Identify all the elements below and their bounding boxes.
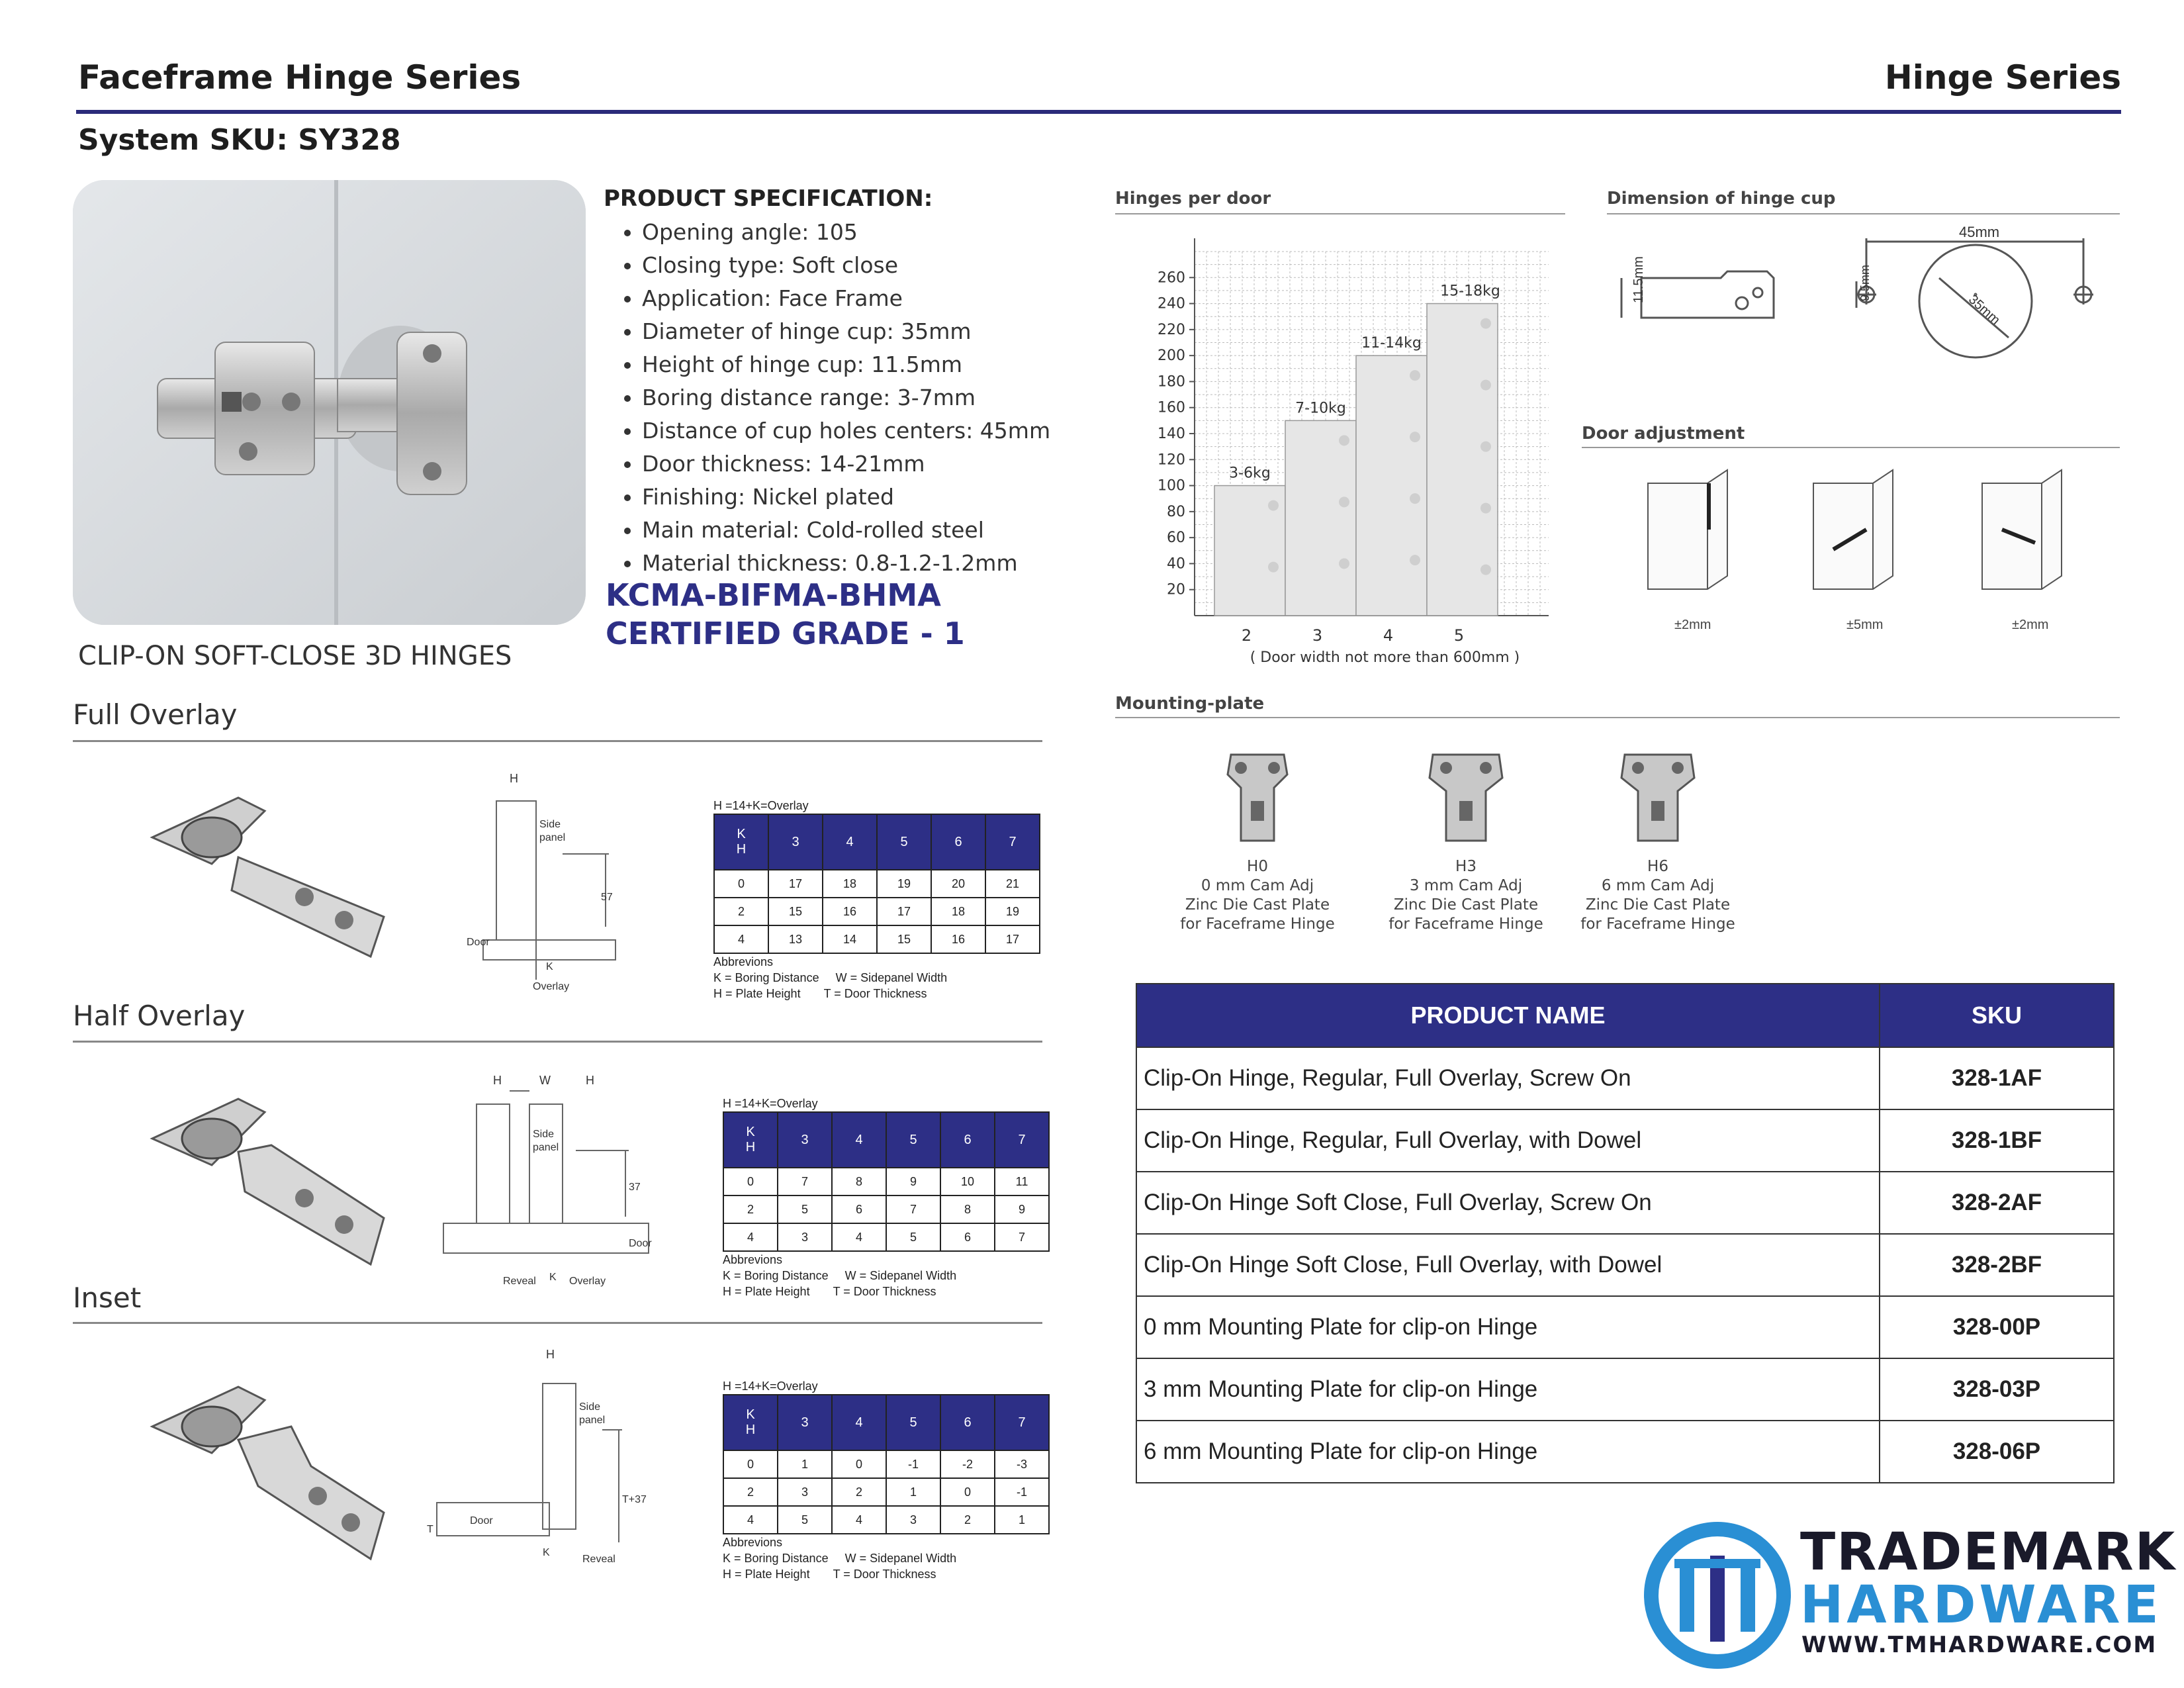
door-adjustment-diagram [1635,457,2111,642]
y-tick-label: 20 [1167,581,1185,598]
product-sku-table [1136,983,2115,1483]
y-tick-label: 160 [1158,399,1185,416]
bar-dot [1480,503,1491,514]
bar-dot [1480,442,1491,452]
half-overlay-diagram [430,1071,662,1289]
product-name-header: PRODUCT NAME [1136,984,1880,1047]
cup-title: Dimension of hinge cup [1607,189,1836,209]
mounting-plate-h0 [1168,741,1347,934]
table-row: 4 13 14 15 16 17 [714,925,1040,953]
bar-dot [1410,432,1420,442]
abbrev-line: K = Boring Distance W = Sidepanel Width [723,1552,957,1565]
diagram-label: H [546,1348,555,1361]
plate-code: H6 [1647,858,1668,875]
section-label-full-overlay: Full Overlay [73,698,238,731]
abbrev-title: Abbrevions [723,1536,783,1549]
diagram-label: panel [579,1415,606,1426]
brand-name-line1: TRADEMARK [1800,1523,2177,1582]
table-row: Clip-On Hinge Soft Close, Full Overlay, Screw On 328-2AF [1136,1172,2114,1234]
plate-code: H3 [1455,858,1477,875]
cup-diameter-label: 35mm [1966,292,2003,328]
table-row: 0 1 0 -1 -2 -3 [723,1450,1049,1478]
table-corner: K H [723,1395,778,1450]
spec-item: • Boring distance range: 3-7mm [642,381,1107,414]
full-overlay-diagram [457,768,629,993]
product-specification [604,185,1107,580]
x-tick-label: 3 [1312,626,1323,645]
abbrev-line: H = Plate Height T = Door Thickness [723,1285,936,1298]
table-header: 5 [886,1395,940,1450]
x-tick-label: 2 [1241,626,1252,645]
cert-line: CERTIFIED GRADE - 1 [606,616,965,651]
inset-table [723,1394,1050,1534]
mounting-plate-h6-icon [1569,741,1747,854]
panel-divider [1115,213,1565,214]
table-row: 0 17 18 19 20 21 [714,870,1040,898]
cert-line: KCMA-BIFMA-BHMA [606,577,941,613]
half-overlay-table [723,1111,1050,1252]
table-row: Clip-On Hinge, Regular, Full Overlay, Screw On 328-1AF [1136,1047,2114,1109]
full-overlay-table [713,814,1040,954]
panel-divider [1582,447,2120,448]
section-divider [73,1322,1042,1324]
table-header: 4 [823,814,877,870]
door-adjust-title: Door adjustment [1582,424,1745,444]
full-overlay-hinge-icon [139,784,397,963]
table-row: 4 3 4 5 6 7 [723,1223,1049,1251]
spec-item: • Material thickness: 0.8-1.2-1.2mm [642,547,1107,580]
bar-dot [1480,565,1491,575]
diagram-label: panel [539,832,566,843]
full-overlay-table-block [713,798,1040,1002]
plate-line: Zinc Die Cast Plate [1585,896,1731,914]
abbrev-line: K = Boring Distance W = Sidepanel Width [723,1269,957,1282]
table-header: 5 [886,1112,940,1168]
plate-line: Zinc Die Cast Plate [1185,896,1330,914]
diagram-label: Door [629,1238,652,1249]
bar-dot [1339,496,1349,507]
spec-item: • Diameter of hinge cup: 35mm [642,315,1107,348]
spec-item: • Closing type: Soft close [642,249,1107,282]
certification [606,576,965,653]
abbrev-line: H = Plate Height T = Door Thickness [713,987,927,1000]
plate-line: 3 mm Cam Adj [1409,877,1523,894]
bar-dot [1268,562,1279,573]
spec-item: • Finishing: Nickel plated [642,481,1107,514]
table-row: 2 3 2 1 0 -1 [723,1478,1049,1506]
bar-dot [1480,380,1491,391]
data-label: 3-6kg [1229,465,1271,482]
table-header: 3 [778,1395,832,1450]
section-label-inset: Inset [73,1282,142,1314]
overlay-formula: H =14+K=Overlay [723,1097,818,1110]
table-row: 3 mm Mounting Plate for clip-on Hinge 328-03P [1136,1358,2114,1421]
diagram-label: panel [533,1142,559,1153]
spec-list [604,216,1107,580]
diagram-label: 37 [629,1182,641,1193]
diagram-label: Overlay [533,981,570,992]
y-tick-label: 100 [1158,477,1185,494]
diagram-label: K [546,961,553,972]
spec-title: PRODUCT SPECIFICATION: [604,185,933,212]
section-label-half-overlay: Half Overlay [73,1000,246,1032]
cup-offset-label: 9.5mm [1858,264,1872,301]
diagram-label: W [539,1074,551,1087]
diagram-label: Side [539,819,561,830]
table-row: 0 7 8 9 10 11 [723,1168,1049,1196]
data-label: 11-14kg [1361,335,1422,352]
bar-dot [1480,318,1491,329]
diagram-label: T [427,1524,433,1535]
page-title: Faceframe Hinge Series [78,58,522,97]
y-tick-label: 60 [1167,530,1185,547]
table-header: 6 [940,1112,995,1168]
y-tick-label: 140 [1158,426,1185,442]
hinge-cup-diagram [1602,218,2118,391]
inset-diagram [424,1344,649,1569]
bar-dot [1410,493,1420,504]
brand-logo-icon [1641,1519,1794,1671]
y-tick-label: 240 [1158,295,1185,312]
header-divider [76,110,2121,114]
diagram-label: Overlay [569,1276,606,1287]
plate-line: for Faceframe Hinge [1580,915,1735,933]
spec-item: • Door thickness: 14-21mm [642,447,1107,481]
section-divider [73,740,1042,742]
table-row: 4 5 4 3 2 1 [723,1506,1049,1534]
y-tick-label: 40 [1167,555,1185,573]
sku-header: SKU [1880,984,2114,1047]
diagram-label: H [586,1074,594,1087]
x-tick-label: 5 [1453,626,1465,645]
product-photo [73,180,586,625]
inset-table-block [723,1378,1050,1582]
brand-name-line2: HARDWARE [1800,1575,2162,1635]
hinges-per-door-chart [1125,225,1575,675]
table-corner: K H [714,814,768,870]
diagram-label: Reveal [582,1554,615,1565]
brand-url[interactable]: WWW.TMHARDWARE.COM [1801,1632,2158,1658]
abbrev-line: K = Boring Distance W = Sidepanel Width [713,971,948,984]
table-header: 6 [931,814,985,870]
x-tick-label: 4 [1383,626,1394,645]
cup-height-label: 11.5mm [1631,256,1646,303]
bar-dot [1339,435,1349,445]
table-row: 6 mm Mounting Plate for clip-on Hinge 328-06P [1136,1421,2114,1483]
diagram-label: Side [533,1129,555,1140]
photo-caption: CLIP-ON SOFT-CLOSE 3D HINGES [78,641,512,671]
series-title: Hinge Series [1884,58,2121,97]
bar-dot [1410,555,1420,565]
data-label: 15-18kg [1440,283,1500,300]
y-tick-label: 80 [1167,503,1185,520]
y-tick-label: 260 [1158,269,1185,287]
spec-item: • Opening angle: 105 [642,216,1107,249]
bar-dot [1339,558,1349,569]
diagram-label: 57 [601,892,613,903]
inset-hinge-icon [139,1374,397,1566]
mounting-plate-h3-icon [1377,741,1555,854]
mounting-title: Mounting-plate [1115,694,1265,714]
half-overlay-table-block [723,1096,1050,1299]
adjust-label: ±5mm [1846,618,1884,632]
spec-item: • Distance of cup holes centers: 45mm [642,414,1107,447]
table-row: 0 mm Mounting Plate for clip-on Hinge 328-00P [1136,1296,2114,1358]
abbrev-line: H = Plate Height T = Door Thickness [723,1568,936,1581]
abbrev-title: Abbrevions [723,1253,783,1266]
overlay-formula: H =14+K=Overlay [713,799,809,812]
hinge-photo-illustration [73,180,586,625]
mounting-plate-h6 [1569,741,1747,934]
diagram-label: Door [470,1515,493,1526]
spec-item: • Main material: Cold-rolled steel [642,514,1107,547]
spec-item: • Height of hinge cup: 11.5mm [642,348,1107,381]
cup-width-label: 45mm [1959,224,2000,240]
panel-divider [1607,213,2120,214]
data-label: 7-10kg [1295,400,1346,417]
y-tick-label: 180 [1158,373,1185,391]
section-divider [73,1041,1042,1043]
x-axis-label: ( Door width not more than 600mm ) [1250,649,1520,666]
table-header: 3 [768,814,823,870]
bar-dot [1268,500,1279,511]
y-tick-label: 120 [1158,451,1185,469]
adjust-label: ±2mm [1674,618,1711,632]
mounting-plate-h3 [1377,741,1555,934]
adjust-label: ±2mm [2012,618,2049,632]
table-header: 3 [778,1112,832,1168]
plate-line: for Faceframe Hinge [1388,915,1543,933]
table-header: 5 [877,814,931,870]
y-tick-label: 220 [1158,321,1185,338]
abbrev-title: Abbrevions [713,955,774,968]
half-overlay-hinge-icon [139,1086,397,1271]
plate-code: H0 [1247,858,1268,875]
plate-line: 0 mm Cam Adj [1201,877,1314,894]
overlay-formula: H =14+K=Overlay [723,1380,818,1393]
panel-divider [1115,717,2120,718]
diagram-label: K [549,1272,557,1283]
table-header: 4 [832,1395,886,1450]
bar-dot [1410,370,1420,381]
table-header: 6 [940,1395,995,1450]
diagram-label: Reveal [503,1276,536,1287]
hinges-chart-title: Hinges per door [1115,189,1271,209]
diagram-label: H [510,772,518,785]
system-sku: System SKU: SY328 [78,123,401,157]
spec-item: • Application: Face Frame [642,282,1107,315]
bar [1285,420,1356,616]
bar [1356,355,1427,616]
table-header: 4 [832,1112,886,1168]
plate-line: Zinc Die Cast Plate [1393,896,1539,914]
table-row: Clip-On Hinge Soft Close, Full Overlay, with Dowel 328-2BF [1136,1234,2114,1296]
diagram-label: H [493,1074,502,1087]
table-header: 7 [985,814,1040,870]
table-corner: K H [723,1112,778,1168]
plate-line: for Faceframe Hinge [1180,915,1335,933]
diagram-label: Door [467,937,490,948]
table-row: Clip-On Hinge, Regular, Full Overlay, with Dowel 328-1BF [1136,1109,2114,1172]
diagram-label: T+37 [622,1494,647,1505]
table-row: 2 15 16 17 18 19 [714,898,1040,925]
table-row: 2 5 6 7 8 9 [723,1196,1049,1223]
mounting-plate-h0-icon [1168,741,1347,854]
y-tick-label: 200 [1158,348,1185,365]
diagram-label: K [543,1547,550,1558]
diagram-label: Side [579,1401,601,1413]
plate-line: 6 mm Cam Adj [1601,877,1715,894]
table-header: 7 [995,1112,1049,1168]
table-header: 7 [995,1395,1049,1450]
